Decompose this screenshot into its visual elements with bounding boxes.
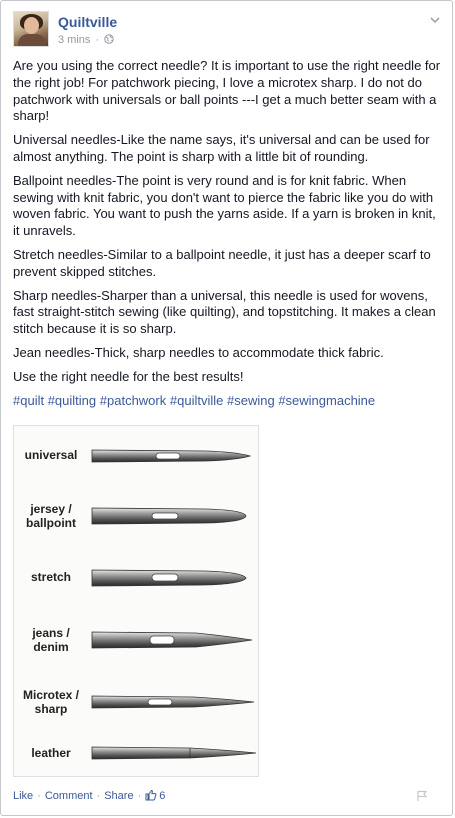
hashtag-link[interactable]: #quilt <box>13 392 45 408</box>
needle-image <box>86 550 256 606</box>
author-name[interactable]: Quiltville <box>58 14 118 30</box>
post-paragraph: Stretch needles-Similar to a ballpoint needle, it just has a deeper scarf to prevent skipped stitches. <box>13 246 431 279</box>
post-meta <box>58 34 114 46</box>
needle-label: universal <box>24 448 78 462</box>
chevron-down-icon[interactable] <box>427 14 443 30</box>
globe-icon <box>104 34 114 46</box>
needle-row-leather <box>14 724 260 780</box>
action-separator: · <box>96 789 101 802</box>
post-time[interactable]: 3 mins <box>58 34 91 46</box>
needle-row-denim <box>14 612 260 668</box>
needle-label: jeans / denim <box>32 626 70 654</box>
post-paragraph: Ballpoint needles-The point is very round and is for knit fabric. When sewing with knit fabric, you don't want to pierce the fabric like you do with woven fabric. You want to push the yarns aside. If a yarn is broken in knit, it unravels. <box>13 172 436 239</box>
needle-image <box>86 612 256 668</box>
needle-label: jersey / ballpoint <box>26 502 76 530</box>
needle-row-ballpoint <box>14 488 260 544</box>
needle-image <box>86 674 256 730</box>
needle-image <box>86 488 256 544</box>
needle-image <box>86 428 256 484</box>
hashtag-link[interactable]: #patchwork <box>99 392 167 408</box>
hashtag-link[interactable]: #sewing <box>226 392 275 408</box>
post-paragraph: Are you using the correct needle? It is important to use the right needle for the right job! For patchwork piecing, I love a microtex sharp. I do not do patchwork with universals or ball points ---I get a much better seam with a sharp! <box>13 58 441 124</box>
hashtag-list <box>13 393 441 410</box>
post-body <box>13 58 441 416</box>
needle-label: leather <box>31 746 71 760</box>
comment-link[interactable]: Comment <box>44 789 93 802</box>
share-link[interactable]: Share <box>104 789 134 802</box>
hashtag-link[interactable]: #sewingmachine <box>278 392 376 408</box>
needle-row-universal <box>14 428 260 484</box>
meta-separator: · <box>95 34 100 46</box>
hashtag-link[interactable]: #quilting <box>47 392 97 408</box>
thumbs-up-icon <box>145 789 157 801</box>
post-paragraph: Jean needles-Thick, sharp needles to accommodate thick fabric. <box>13 344 384 360</box>
needle-image <box>86 724 256 780</box>
hashtag-link[interactable]: #quiltville <box>169 392 224 408</box>
flag-icon[interactable] <box>416 789 428 801</box>
like-count[interactable]: 6 <box>145 789 165 802</box>
action-separator: · <box>137 789 142 802</box>
action-separator: · <box>37 789 41 802</box>
post-paragraph: Use the right needle for the best results! <box>13 368 244 384</box>
post-paragraph: Universal needles-Like the name says, it's universal and can be used for almost anything. The point is sharp with a little bit of rounding. <box>13 132 430 164</box>
needle-row-microtex <box>14 674 260 730</box>
post-header <box>13 11 443 51</box>
post-actions <box>13 789 165 802</box>
like-link[interactable]: Like <box>13 789 34 802</box>
avatar[interactable] <box>13 11 49 47</box>
needle-label: Microtex / sharp <box>22 688 79 716</box>
needle-label: stretch <box>30 570 71 584</box>
needle-row-stretch <box>14 550 260 606</box>
post-photo[interactable] <box>13 425 259 777</box>
post-paragraph: Sharp needles-Sharper than a universal, this needle is used for wovens, fast straight-stitch sewing (like quilting), and topstitching. It makes a clean stitch because it is so sharp. <box>13 287 436 337</box>
